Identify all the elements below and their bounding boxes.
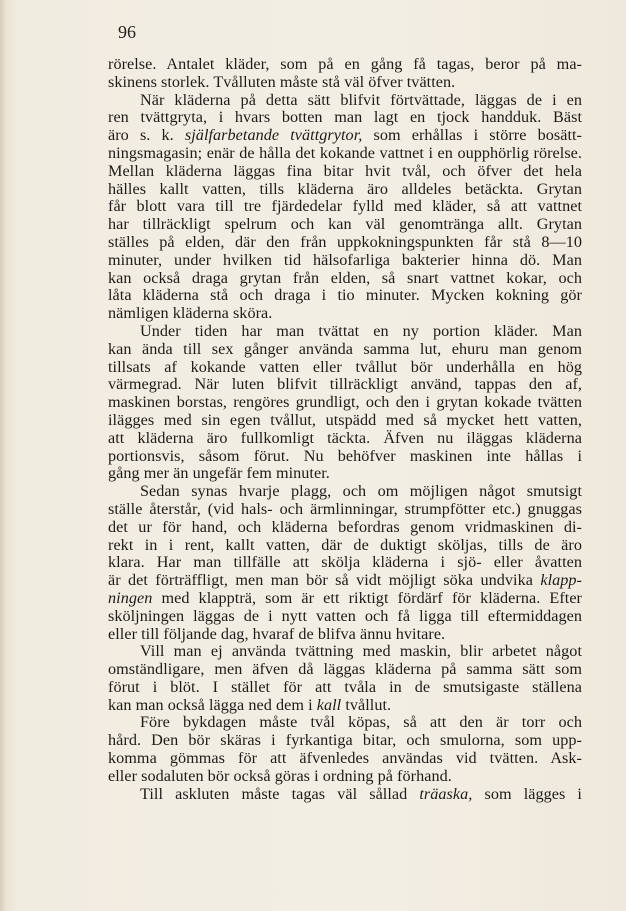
- text-line: portionsvis, såsom förut. Nu behöfver maskinen inte hållas i: [108, 446, 582, 465]
- text-line: förut i blöt. I stället för att tvåla in de smutsigaste ställena: [108, 677, 582, 696]
- text-line: hård. Den bör skäras i fyrkantiga bitar, och smulorna, som upp-: [108, 731, 582, 750]
- text-line: att kläderna äro fullkomligt täckta. Äfven nu iläggas kläderna: [108, 428, 582, 447]
- text-line: När kläderna på detta sätt blifvit förtvättade, läggas de i en: [140, 90, 582, 109]
- text-line: ställe återstår, (vid hals- och ärmlinningar, strumpfötter etc.) gnuggas: [108, 499, 582, 518]
- text-line: Före bykdagen måste tvål köpas, så att den är torr och: [140, 713, 582, 732]
- text-line: klara. Har man tillfälle att skölja kläderna i sjö- eller åvatten: [108, 553, 582, 572]
- text-line: Sedan synas hvarje plagg, och om möjligen något smutsigt: [140, 482, 582, 501]
- text-line: värmegrad. När luten blifvit tillräckligt använd, tappas den af,: [108, 375, 582, 394]
- text-line: Under tiden har man tvättat en ny portion kläder. Man: [140, 321, 582, 340]
- text-line: får blott vara till tre fjärdedelar fylld med kläder, så att vattnet: [108, 197, 582, 216]
- emphasized-term: klapp-: [540, 571, 582, 590]
- emphasized-term: kall: [316, 695, 342, 714]
- text-line: hälles kallt vatten, tills kläderna äro alldeles betäckta. Grytan: [108, 179, 582, 198]
- text-line: komma gömmas för att äfvenledes användas vid tvätten. Ask-: [108, 749, 582, 768]
- text-line: ningsmagasin; enär de hålla det kokande vattnet i en oupphörlig rörelse.: [108, 143, 582, 162]
- text-line: nämligen kläderna sköra.: [108, 304, 273, 323]
- text-line: har tillräckligt spelrum och kan väl genomtränga allt. Grytan: [108, 215, 582, 234]
- text-line: ilägges med sin egen tvållut, utspädd med så mycket hett vatten,: [108, 410, 582, 429]
- emphasized-term: själfarbetande tvättgrytor,: [184, 126, 363, 145]
- text-line: ställes på elden, där den från uppkokningspunkten får stå 8—10: [108, 232, 582, 251]
- text-line: kan också draga grytan från elden, så snart vattnet kokar, och: [108, 268, 582, 287]
- text-line: kan ända till sex gånger använda samma lut, ehuru man genom: [108, 339, 582, 358]
- text-line: skinens storlek. Tvålluten måste stå väl öfver tvätten.: [108, 72, 456, 91]
- text-line: maskinen borstas, rengöres grundligt, och den i grytan kokade tvätten: [108, 393, 582, 412]
- page-number: 96: [118, 22, 136, 42]
- text-line: Mellan kläderna läggas fina bitar hvit tvål, och öfver det hela: [108, 161, 582, 180]
- text-line: ren tvättgryta, i hvars botten man lagt en tjock handduk. Bäst: [108, 108, 582, 127]
- text-line: Vill man ej använda tvättning med maskin, blir arbetet något: [140, 642, 582, 661]
- text-line: är det förträffligt, men man bör så vidt möjligt söka undvika klapp-: [108, 571, 582, 590]
- text-line: tillsats af kokande vatten eller tvållut bör underhålla en hög: [108, 357, 582, 376]
- text-line: äro s. k. själfarbetande tvättgrytor, som erhållas i större bosätt-: [108, 126, 582, 145]
- text-line: ningen med klappträ, som är ett riktigt fördärf för kläderna. Efter: [108, 588, 582, 607]
- text-line: låta kläderna stå och draga i tio minuter. Mycken kokning gör: [108, 286, 582, 305]
- emphasized-term: ningen: [108, 588, 153, 607]
- text-line: gång mer än ungefär fem minuter.: [108, 464, 330, 483]
- text-line: rekt in i rent, kallt vatten, där de duktigt sköljas, tills de äro: [108, 535, 582, 554]
- text-line: det ur för hand, och kläderna befordras genom vridmaskinen di-: [108, 517, 582, 536]
- text-line: Till askluten måste tagas väl sållad träaska, som lägges i: [140, 784, 582, 803]
- body-text: [108, 56, 582, 803]
- text-line: minuter, under hvilken tid hälsofarliga bakterier hinna dö. Man: [108, 250, 582, 269]
- text-line: eller till följande dag, hvaraf de blifva ännu hvitare.: [108, 624, 446, 643]
- text-line: eller sodaluten bör också göras i ordning på förhand.: [108, 766, 452, 785]
- page-edge-shadow: [0, 0, 6, 911]
- text-line: kan man också lägga ned dem i kall tvållut.: [108, 695, 392, 714]
- text-line: sköljningen läggas de i nytt vatten och få ligga till eftermiddagen: [108, 606, 582, 625]
- text-line: omständligare, men äfven då läggas kläderna på samma sätt som: [108, 660, 582, 679]
- text-line: rörelse. Antalet kläder, som på en gång få tagas, beror på ma-: [108, 55, 582, 73]
- emphasized-term: träaska,: [419, 784, 473, 803]
